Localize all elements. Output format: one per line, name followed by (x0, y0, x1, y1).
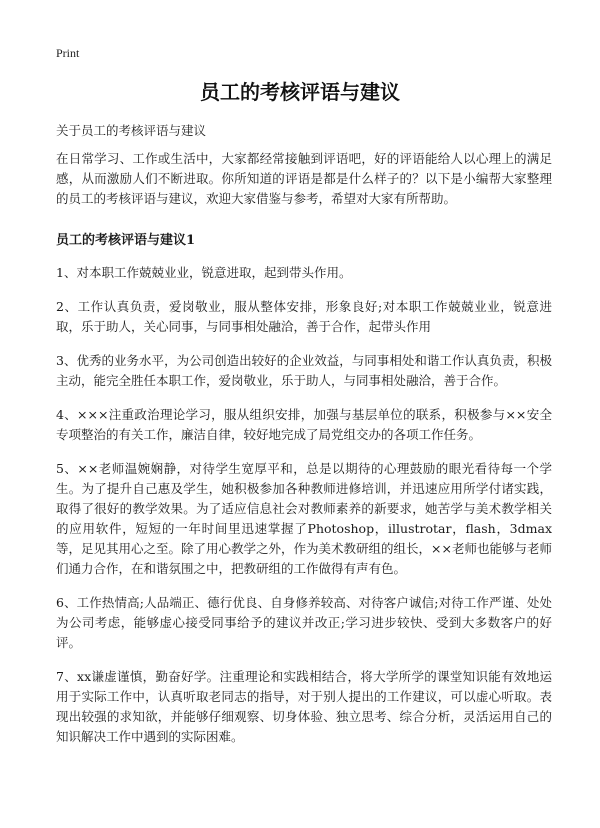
page-title: 员工的考核评语与建议 (200, 80, 400, 104)
document-subtitle: 关于员工的考核评语与建议 (56, 123, 207, 138)
list-item: 1、对本职工作兢兢业业，锐意进取，起到带头作用。 (56, 265, 352, 280)
intro-paragraph: 在日常学习、工作或生活中，大家都经常接触到评语吧，好的评语能给人以心理上的满足感，从而激励人们不断进取。你所知道的评语是都是什么样子的？以下是小编帮大家整理的员工的考核评语与建议，欢迎大家借鉴与参考，希望对大家有所帮助。 (56, 151, 552, 206)
list-item: 4、×××注重政治理论学习，服从组织安排，加强与基层单位的联系，积极参与××安全专项整治的有关工作，廉洁自律，较好地完成了局党组交办的各项工作任务。 (56, 407, 552, 442)
list-item: 7、xx谦虚谨慎，勤奋好学。注重理论和实践相结合，将大学所学的课堂知识能有效地运用于实际工作中，认真听取老同志的指导，对于别人提出的工作建议，可以虚心听取。表现出较强的求知欲，并能够仔细观察、切身体验、独立思考、综合分析，灵活运用自己的知识解决工作中遇到的实际困难。 (56, 669, 552, 744)
section-heading: 员工的考核评语与建议1 (56, 233, 196, 248)
list-item: 3、优秀的业务水平，为公司创造出较好的企业效益，与同事相处和谐工作认真负责，积极主动，能完全胜任本职工作，爱岗敬业，乐于助人，与同事相处融洽，善于合作。 (56, 353, 552, 388)
document-body (56, 149, 552, 761)
list-item: 6、工作热情高;人品端正、德行优良、自身修养较高、对待客户诚信;对待工作严谨、处处为公司考虑，能够虚心接受同事给予的建议并改正;学习进步较快、受到大多数客户的好评。 (56, 595, 552, 650)
print-link[interactable]: Print (56, 46, 80, 60)
list-item: 5、××老师温婉娴静，对待学生宽厚平和，总是以期待的心理鼓励的眼光看待每一个学生。为了提升自己惠及学生，她积极参加各种教师进修培训，并迅速应用所学付诸实践，取得了很好的教学效果。为了适应信息社会对教师素养的新要求，她苦学与美术教学相关的应用软件，短短的一年时间里迅速掌握了Photoshop，illustrotar，flash，3dmax等，足见其用心之至。除了用心教学之外，作为美术教研组的组长，××老师也能够与老师们通力合作，在和谐氛围之中，把教研组的工作做得有声有色。 (56, 461, 552, 576)
list-item: 2、工作认真负责，爱岗敬业，服从整体安排，形象良好;对本职工作兢兢业业，锐意进取，乐于助人，关心同事，与同事相处融洽，善于合作，起带头作用 (56, 299, 552, 334)
